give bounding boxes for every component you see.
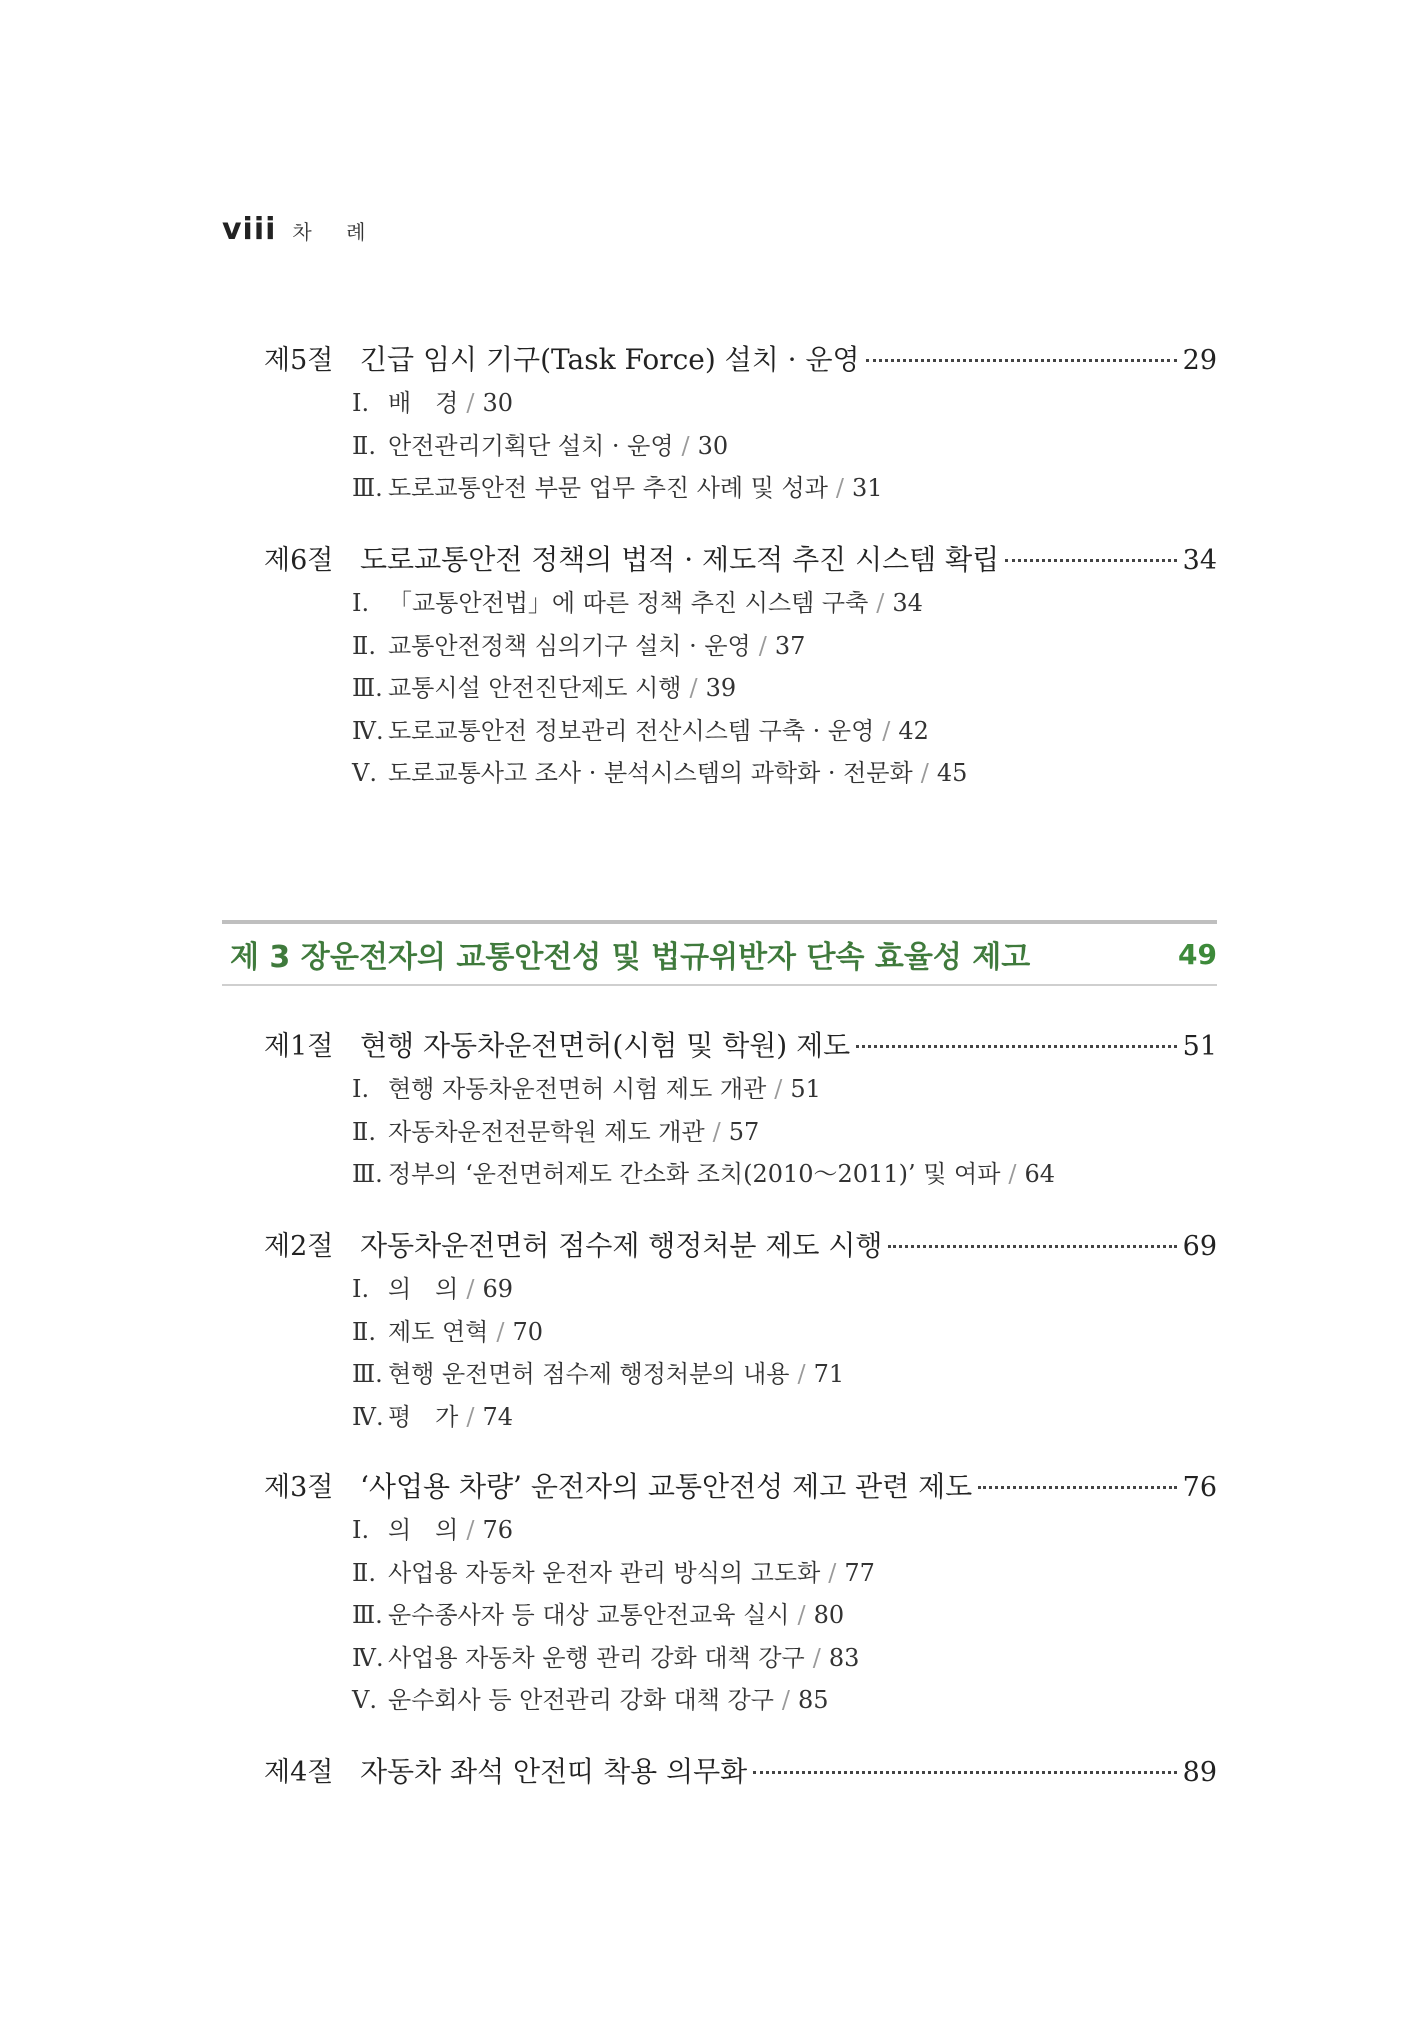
toc-subitem[interactable] xyxy=(264,625,1217,668)
page-separator: / xyxy=(876,589,885,617)
subitem-numeral: Ⅱ. xyxy=(352,1117,376,1146)
toc-subitem[interactable] xyxy=(264,1594,1217,1637)
section-page-number: 51 xyxy=(1182,1031,1217,1062)
subitem-title: 제도 연혁 xyxy=(388,1317,489,1346)
subitem-title: 도로교통사고 조사 · 분석시스템의 과학화 · 전문화 xyxy=(388,759,913,788)
chapter-title: 운전자의 교통안전성 및 법규위반자 단속 효율성 제고 xyxy=(330,940,1031,975)
toc-section xyxy=(264,538,1217,795)
toc-subitem[interactable] xyxy=(264,1396,1217,1439)
subitem-title: 도로교통안전 부문 업무 추진 사례 및 성과 xyxy=(388,474,828,503)
page-separator: / xyxy=(781,1686,790,1715)
page-separator: / xyxy=(466,1275,475,1303)
page-separator: / xyxy=(466,1402,475,1431)
page-separator: / xyxy=(797,1360,806,1389)
toc-section xyxy=(264,1224,1217,1438)
toc-subitem[interactable] xyxy=(264,667,1217,710)
toc-section xyxy=(264,1024,1217,1196)
subitem-page-number: 31 xyxy=(852,474,883,503)
subitem-title: 자동차운전전문학원 제도 개관 xyxy=(388,1117,705,1146)
page-separator: / xyxy=(689,674,698,703)
subitem-page-number: 83 xyxy=(828,1643,860,1672)
toc-subitem[interactable] xyxy=(264,1153,1217,1196)
subitem-title: 안전관리기획단 설치 · 운영 xyxy=(388,431,674,460)
toc-section xyxy=(264,1465,1217,1722)
dot-leader xyxy=(888,1245,1176,1248)
section-number: 제6절 xyxy=(264,545,334,576)
toc-subitem[interactable] xyxy=(264,1509,1217,1552)
subitem-page-number: 39 xyxy=(705,674,737,703)
section-page-number: 89 xyxy=(1182,1757,1217,1788)
chapter-page-number: 49 xyxy=(1178,937,1217,971)
subitem-page-number: 69 xyxy=(482,1275,514,1303)
subitem-page-number: 37 xyxy=(774,631,806,660)
section-number: 제3절 xyxy=(264,1472,334,1503)
subitem-page-number: 51 xyxy=(790,1075,821,1103)
subitem-numeral: Ⅲ. xyxy=(352,1360,383,1389)
page-separator: / xyxy=(828,1558,837,1587)
section-number: 제2절 xyxy=(264,1231,334,1262)
subitem-numeral: Ⅳ. xyxy=(352,716,384,745)
chapter-bottom-rule xyxy=(222,984,1217,986)
toc-subitem[interactable] xyxy=(264,467,1217,510)
dot-leader xyxy=(866,359,1177,362)
page-separator: / xyxy=(758,631,767,660)
dot-leader xyxy=(1005,559,1176,562)
subitem-page-number: 45 xyxy=(936,759,968,788)
toc-subitem[interactable] xyxy=(264,1268,1217,1311)
subitem-numeral: Ⅲ. xyxy=(352,1160,383,1189)
toc-subitem[interactable] xyxy=(264,1679,1217,1722)
subitem-numeral: Ⅰ. xyxy=(352,1075,370,1103)
subitem-numeral: Ⅳ. xyxy=(352,1402,384,1431)
dot-leader xyxy=(856,1045,1176,1048)
dot-leader xyxy=(753,1771,1176,1774)
page-separator: / xyxy=(466,1516,475,1544)
toc-subitem[interactable] xyxy=(264,710,1217,753)
page-separator: / xyxy=(920,759,929,788)
page-separator: / xyxy=(466,389,475,417)
subitem-numeral: Ⅰ. xyxy=(352,1275,370,1303)
page-separator: / xyxy=(797,1601,806,1630)
subitem-page-number: 85 xyxy=(798,1686,829,1715)
subitem-title: 교통안전정책 심의기구 설치 · 운영 xyxy=(388,631,751,660)
page-folio: viii xyxy=(222,212,277,247)
section-heading-row[interactable] xyxy=(264,338,1217,382)
subitem-page-number: 76 xyxy=(482,1516,514,1544)
subitem-title: 사업용 자동차 운전자 관리 방식의 고도화 xyxy=(388,1558,821,1587)
subitem-numeral: Ⅰ. xyxy=(352,589,370,617)
section-number: 제4절 xyxy=(264,1757,334,1788)
section-title: 현행 자동차운전면허(시험 및 학원) 제도 xyxy=(360,1029,851,1062)
toc-subitem[interactable] xyxy=(264,1111,1217,1154)
page-separator: / xyxy=(812,1643,821,1672)
subitem-numeral: Ⅴ. xyxy=(352,759,377,788)
subitem-page-number: 71 xyxy=(813,1360,845,1389)
subitem-title: 교통시설 안전진단제도 시행 xyxy=(388,674,682,703)
running-head-title: 차 례 xyxy=(292,220,380,244)
subitem-title: 의 의 xyxy=(388,1275,459,1303)
subitem-page-number: 70 xyxy=(512,1317,544,1346)
section-number: 제5절 xyxy=(264,345,334,376)
subitem-page-number: 34 xyxy=(892,589,923,617)
subitem-title: 운수종사자 등 대상 교통안전교육 실시 xyxy=(388,1601,790,1630)
toc-subitem[interactable] xyxy=(264,1068,1217,1111)
toc-subitem[interactable] xyxy=(264,425,1217,468)
toc-section xyxy=(264,1750,1217,1794)
subitem-title: 현행 운전면허 점수제 행정처분의 내용 xyxy=(388,1360,790,1389)
subitem-page-number: 30 xyxy=(482,389,514,417)
toc-subitem[interactable] xyxy=(264,582,1217,625)
section-heading-row[interactable] xyxy=(264,1465,1217,1509)
subitem-page-number: 74 xyxy=(482,1402,514,1431)
page-separator: / xyxy=(712,1117,721,1146)
subitem-numeral: Ⅱ. xyxy=(352,1317,376,1346)
section-page-number: 69 xyxy=(1182,1231,1217,1262)
page-separator: / xyxy=(774,1075,783,1103)
toc-section xyxy=(264,338,1217,510)
chapter-label: 제 3 장 xyxy=(230,940,330,975)
subitem-title: 정부의 ‘운전면허제도 간소화 조치(2010～2011)’ 및 여파 xyxy=(388,1160,1001,1189)
section-title: ‘사업용 차량’ 운전자의 교통안전성 제고 관련 제도 xyxy=(360,1470,973,1503)
section-page-number: 29 xyxy=(1182,345,1217,376)
subitem-title: 현행 자동차운전면허 시험 제도 개관 xyxy=(388,1075,767,1103)
subitem-numeral: Ⅳ. xyxy=(352,1643,384,1672)
subitem-numeral: Ⅴ. xyxy=(352,1686,377,1715)
toc-subitem[interactable] xyxy=(264,752,1217,795)
section-page-number: 34 xyxy=(1182,545,1217,576)
section-number: 제1절 xyxy=(264,1031,334,1062)
toc-subitem[interactable] xyxy=(264,1552,1217,1595)
subitem-numeral: Ⅱ. xyxy=(352,631,376,660)
subitem-numeral: Ⅰ. xyxy=(352,389,370,417)
chapter-top-rule xyxy=(222,920,1217,924)
subitem-page-number: 80 xyxy=(813,1601,845,1630)
subitem-page-number: 64 xyxy=(1024,1160,1056,1189)
page-separator: / xyxy=(681,431,690,460)
subitem-title: 평 가 xyxy=(388,1402,459,1431)
toc-subitem[interactable] xyxy=(264,382,1217,425)
section-heading-row[interactable] xyxy=(264,538,1217,582)
toc-subitem[interactable] xyxy=(264,1311,1217,1354)
subitem-numeral: Ⅰ. xyxy=(352,1516,370,1544)
subitem-title: 사업용 자동차 운행 관리 강화 대책 강구 xyxy=(388,1643,805,1672)
section-title: 자동차 좌석 안전띠 착용 의무화 xyxy=(360,1755,748,1788)
toc-subitem[interactable] xyxy=(264,1353,1217,1396)
subitem-numeral: Ⅱ. xyxy=(352,431,376,460)
toc-subitem[interactable] xyxy=(264,1637,1217,1680)
subitem-page-number: 42 xyxy=(898,716,929,745)
section-title: 긴급 임시 기구(Task Force) 설치 · 운영 xyxy=(360,343,860,376)
subitem-page-number: 57 xyxy=(728,1117,760,1146)
page-separator: / xyxy=(835,474,844,503)
subitem-title: 의 의 xyxy=(388,1516,459,1544)
section-page-number: 76 xyxy=(1182,1472,1217,1503)
subitem-title: 운수회사 등 안전관리 강화 대책 강구 xyxy=(388,1686,774,1715)
subitem-page-number: 77 xyxy=(844,1558,875,1587)
page-separator: / xyxy=(882,716,891,745)
section-title: 도로교통안전 정책의 법적 · 제도적 추진 시스템 확립 xyxy=(360,543,1000,576)
subitem-title: 도로교통안전 정보관리 전산시스템 구축 · 운영 xyxy=(388,716,875,745)
subitem-title: 배 경 xyxy=(388,389,459,417)
page-separator: / xyxy=(496,1317,505,1346)
section-heading-row[interactable] xyxy=(264,1750,1217,1794)
subitem-title: 「교통안전법」에 따른 정책 추진 시스템 구축 xyxy=(388,589,869,617)
subitem-page-number: 30 xyxy=(697,431,729,460)
page-separator: / xyxy=(1008,1160,1017,1189)
subitem-numeral: Ⅲ. xyxy=(352,674,383,703)
section-heading-row[interactable] xyxy=(264,1224,1217,1268)
running-head xyxy=(222,212,379,247)
subitem-numeral: Ⅱ. xyxy=(352,1558,376,1587)
chapter-heading[interactable] xyxy=(230,925,1217,983)
section-title: 자동차운전면허 점수제 행정처분 제도 시행 xyxy=(360,1229,883,1262)
dot-leader xyxy=(978,1486,1176,1489)
subitem-numeral: Ⅲ. xyxy=(352,1601,383,1630)
section-heading-row[interactable] xyxy=(264,1024,1217,1068)
subitem-numeral: Ⅲ. xyxy=(352,474,383,503)
